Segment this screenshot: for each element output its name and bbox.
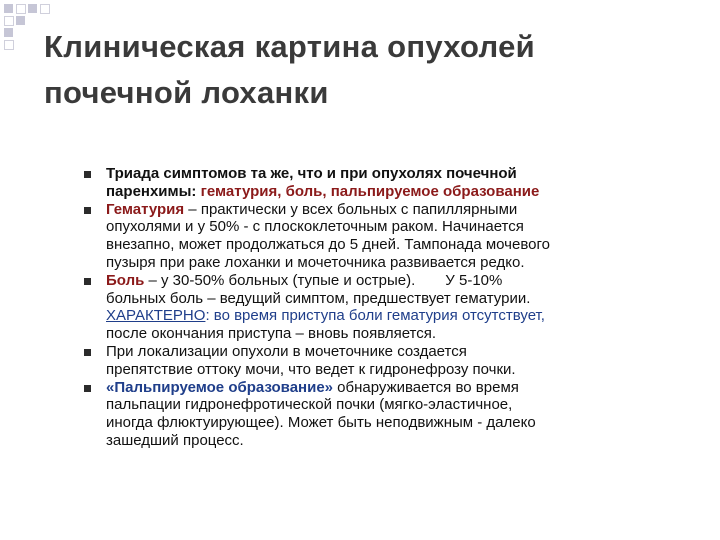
- list-line: Триада симптомов та же, что и при опухолях почечной: [106, 165, 517, 182]
- list-line: пальпации гидронефротической почки (мягко-эластичное,: [106, 396, 513, 414]
- slide-title: [44, 24, 704, 116]
- list-item-palpable-mass: [84, 379, 684, 450]
- corner-square: [16, 16, 25, 25]
- list-line: внезапно, может продолжаться до 5 дней. Тампонада мочевого: [106, 236, 550, 254]
- title-line-1: Клиническая картина опухолей: [44, 29, 535, 64]
- list-item-ureter: [84, 343, 684, 379]
- list-item-triad: [84, 165, 684, 201]
- highlight-underlined: ХАРАКТЕРНО: [106, 307, 206, 325]
- list-line: после окончания приступа – вновь появляется.: [106, 325, 437, 343]
- list-line: [106, 272, 684, 290]
- list-line: иногда флюктуирующее). Может быть неподвижным - далеко: [106, 414, 536, 432]
- list-item-hematuria: [84, 201, 684, 272]
- symptom-list: [84, 165, 684, 450]
- list-line: При локализации опухоли в мочеточнике создается: [106, 342, 467, 360]
- list-line: препятствие оттоку мочи, что ведет к гидронефрозу почки.: [106, 360, 516, 378]
- text-run: обнаруживается во время: [333, 378, 519, 396]
- text-run: У 5-10%: [445, 271, 503, 289]
- bullet-square-icon: [84, 278, 91, 285]
- list-line: [106, 183, 684, 201]
- list-line: опухолями и у 50% - с плоскоклеточным раком. Начинается: [106, 218, 524, 236]
- corner-square: [28, 4, 37, 13]
- corner-square: [16, 4, 26, 14]
- highlight-red: Боль: [106, 271, 145, 289]
- list-line: [106, 379, 684, 397]
- highlight-red: Гематурия: [106, 200, 185, 218]
- corner-square: [4, 40, 14, 50]
- list-line: зашедший процесс.: [106, 431, 244, 449]
- list-line: больных боль – ведущий симптом, предшествует гематурии.: [106, 289, 531, 307]
- text-run: паренхимы:: [106, 182, 201, 200]
- corner-square: [4, 28, 13, 37]
- text-run: – у 30-50% больных (тупые и острые).: [144, 271, 416, 289]
- bullet-square-icon: [84, 207, 91, 214]
- title-line-2: почечной лоханки: [44, 75, 329, 110]
- list-item-pain: [84, 272, 684, 343]
- highlight-red: гематурия, боль, пальпируемое образование: [200, 182, 540, 200]
- corner-square: [40, 4, 50, 14]
- bullet-square-icon: [84, 385, 91, 392]
- bullet-square-icon: [84, 171, 91, 178]
- list-line: пузыря при раке лоханки и мочеточника развивается редко.: [106, 253, 525, 271]
- list-line: [106, 201, 684, 219]
- text-run: – практически у всех больных с папиллярными: [184, 200, 518, 218]
- corner-square: [4, 16, 14, 26]
- bullet-square-icon: [84, 349, 91, 356]
- highlight-blue: «Пальпируемое образование»: [106, 378, 334, 396]
- highlight-blue: : во время приступа боли гематурия отсутствует,: [205, 307, 545, 325]
- list-line: [106, 307, 684, 325]
- corner-square: [4, 4, 13, 13]
